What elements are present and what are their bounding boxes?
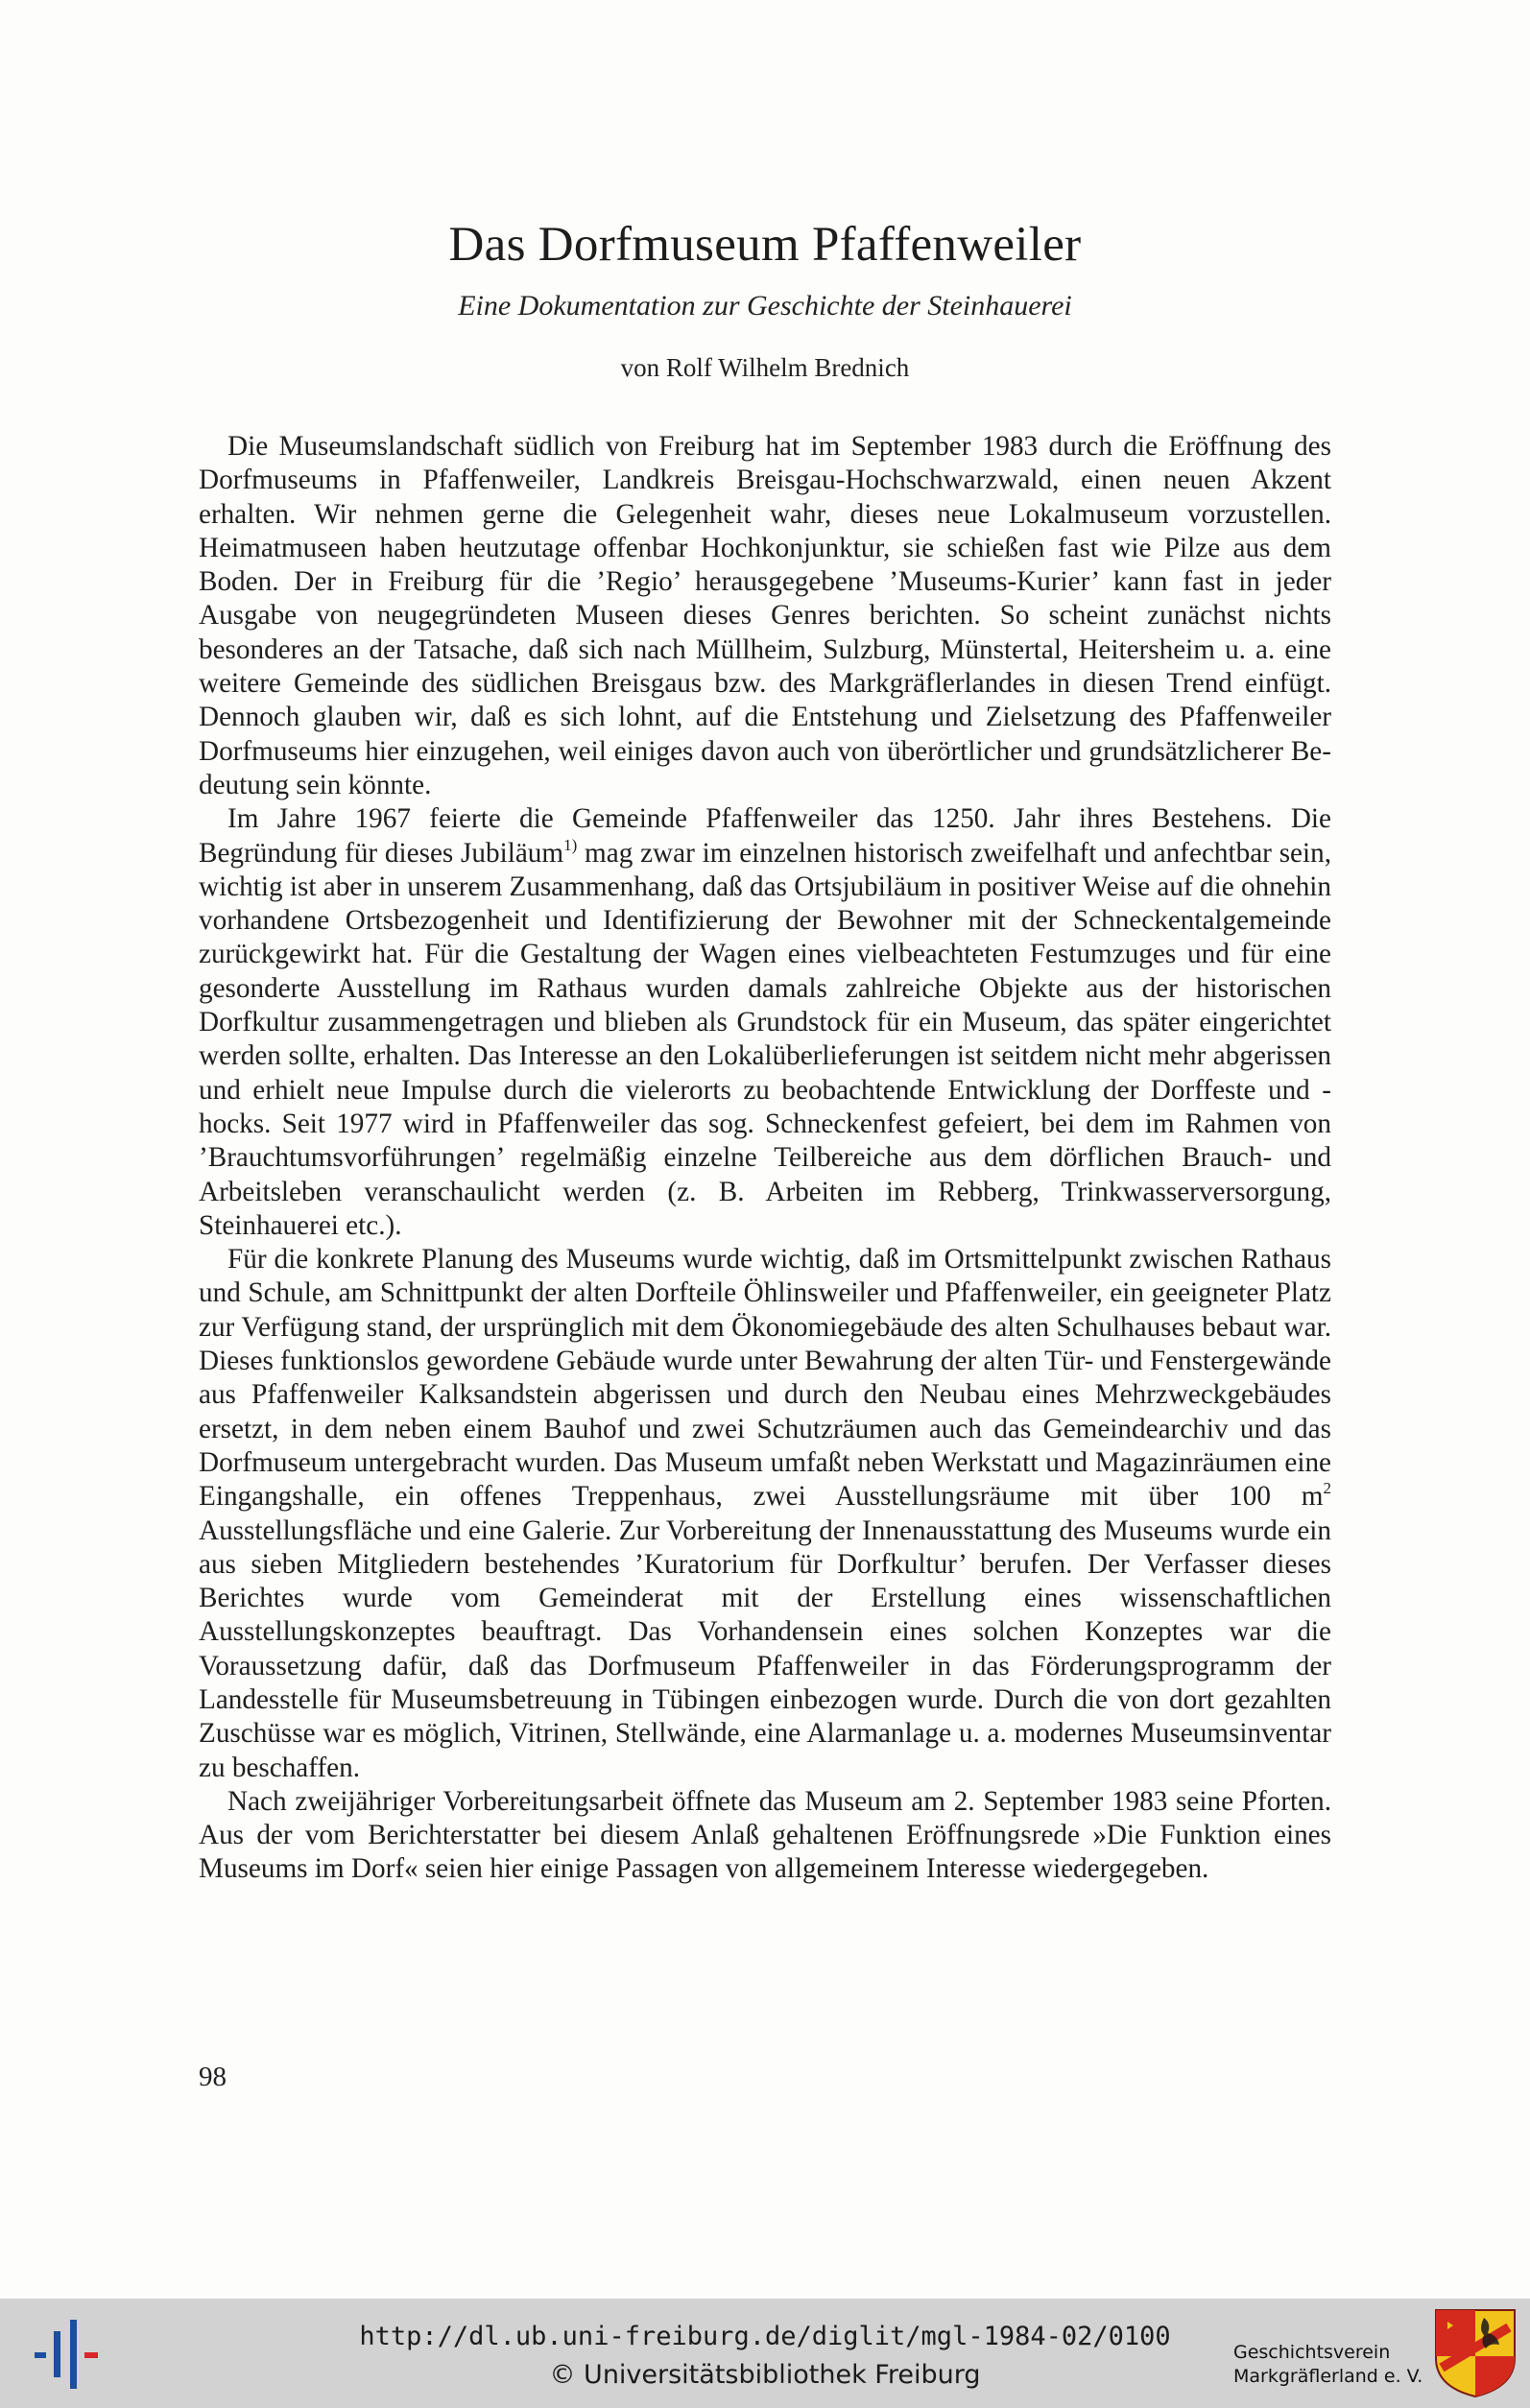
article-title: Das Dorfmuseum Pfaffenweiler xyxy=(448,218,1082,272)
coat-of-arms-icon xyxy=(1434,2308,1517,2398)
article-author: von Rolf Wilhelm Brednich xyxy=(620,353,910,382)
paragraph-1: Die Museumslandschaft südlich von Freiburg hat im September 1983 durch die Eröffnung des Dorfmuseums in Pfaffenweiler, Landkreis Breisgau-Hochschwarzwald, einen neuen Akzent erhalten. Wir nehmen gerne die Gelegenheit wahr, dieses neue Lokalmuseum vorzustellen. Heimatmuseen haben heutzutage offenbar Hochkonjunktur, sie schießen fast wie Pilze aus dem Boden. Der in Freiburg für die ’Regio’ herausgegebene ’Museums-Kurier’ kann fast in jeder Ausgabe von neugegründeten Museen dieses Genres berichten. So scheint zunächst nichts besonderes an der Tatsache, daß sich nach Müllheim, Sulzburg, Münstertal, Heitersheim u. a. eine weitere Gemeinde des südlichen Breisgaus bzw. des Markgräflerlandes in diesen Trend einfügt. Dennoch glauben wir, daß es sich lohnt, auf die Entstehung und Zielsetzung des Pfaffenweiler Dorfmuseums hier einzugehen, weil einiges davon auch von überörtlicher und grundsätzlicherer Bedeutung sein könnte. xyxy=(199,431,1331,800)
footer-bar xyxy=(0,2299,1530,2408)
paragraph-3-part-1: Für die konkrete Planung des Museums wurde wichtig, daß im Ortsmittelpunkt zwischen Rathaus und Schule, am Schnittpunkt der alten Dorfteile Öhlinsweiler und Pfaffenweiler, ein geeigneter Platz zur Verfügung stand, der ursprünglich mit dem Ökonomiegebäude des alten Schulhauses bebaut war. Dieses funktionslos gewordene Gebäude wurde unter Bewahrung der alten Tür- und Fenstergewände aus Pfaffenweiler Kalksandstein abgerissen und durch den Neubau eines Mehrzweckgebäudes ersetzt, in dem neben einem Bauhof und zwei Schutzräumen auch das Gemeindearchiv und das Dorfmuseum untergebracht wurden. Das Museum umfaßt neben Werkstatt und Magazinräumen eine Eingangshalle, ein offenes Treppenhaus, zwei Ausstellungsräume mit über 100 m xyxy=(199,1244,1331,1513)
paragraph-2-part-2: mag zwar im einzelnen historisch zweifelhaft und anfechtbar sein, wichtig ist aber in unserem Zusammenhang, daß das Ortsjubiläum in positiver Weise auf die ohnehin vorhandene Ortsbezogenheit und Identifizierung der Bewohner mit der Schneckentalgemeinde zurückgewirkt hat. Für die Gestaltung der Wagen eines vielbeachteten Festumzuges und für eine gesonderte Ausstellung im Rathaus wurden damals zahlreiche Objekte aus der historischen Dorfkultur zusammengetragen und blieben als Grundstock für ein Museum, das später eingerichtet werden sollte, erhalten. Das Interesse an den Lokalüberlieferungen ist seitdem nicht mehr abgerissen und erhielt neue Impulse durch die vielerorts zu beobachtende Entwicklung der Dorffeste und -hocks. Seit 1977 wird in Pfaffenweiler das sog. Schneckenfest gefeiert, bei dem im Rahmen von ’Brauchtumsvorführungen’ regelmäßig einzelne Teilbereiche aus dem dörflichen Brauch- und Arbeitsleben veranschaulicht werden (z. B. Arbeiten im Rebberg, Trinkwasserversorgung, Steinhauerei etc.). xyxy=(199,837,1332,1241)
article-subtitle: Eine Dokumentation zur Geschichte der Steinhauerei xyxy=(458,290,1072,322)
paragraph-2-part-1: Im Jahre 1967 feierte die Gemeinde Pfaffenweiler das 1250. Jahr ihres Bestehens. Die Begründung für dieses Jubiläum xyxy=(199,803,1331,869)
society-name-line-2: Markgräflerland e. V. xyxy=(1233,2366,1423,2387)
paragraph-3 xyxy=(199,1243,1331,1785)
page-number: 98 xyxy=(199,2062,227,2092)
society-name-line-1: Geschichtsverein xyxy=(1233,2342,1391,2363)
paragraph-4: Nach zweijähriger Vorbereitungsarbeit öffnete das Museum am 2. September 1983 seine Pforten. Aus der vom Berichterstatter bei diesem Anlaß gehaltenen Eröffnungsrede »Die Funktion eines Museums im Dorf« seien hier einige Passagen von allgemeinem Interesse wiedergegeben. xyxy=(199,1785,1331,1885)
article-body xyxy=(199,430,1331,1887)
paragraph-3-part-2: Ausstellungsfläche und eine Galerie. Zur Vorbereitung der Innenausstattung des Museums wurde ein aus sieben Mitgliedern bestehendes ’Kuratorium für Dorfkultur’ berufen. Der Verfasser dieses Berichtes wurde vom Gemeinderat mit der Erstellung eines wissenschaftlichen Ausstellungskonzeptes beauftragt. Das Vorhandensein eines solchen Konzeptes war die Voraussetzung dafür, daß das Dorfmuseum Pfaffenweiler in das Förderungsprogramm der Landesstelle für Museumsbetreuung in Tübingen einbezogen wurde. Durch die von dort gezahlten Zuschüsse war es möglich, Vitrinen, Stellwände, eine Alarmanlage u. a. modernes Museumsinventar zu beschaffen. xyxy=(199,1514,1331,1783)
footnote-marker: 1) xyxy=(563,835,578,854)
superscript-two: 2 xyxy=(1323,1479,1331,1498)
copyright-notice: © Universitätsbibliothek Freiburg xyxy=(549,2360,981,2390)
permalink-url[interactable]: http://dl.ub.uni-freiburg.de/diglit/mgl-1984-02/0100 xyxy=(359,2322,1171,2351)
society-name xyxy=(1233,2341,1425,2389)
paragraph-2 xyxy=(199,802,1331,1243)
